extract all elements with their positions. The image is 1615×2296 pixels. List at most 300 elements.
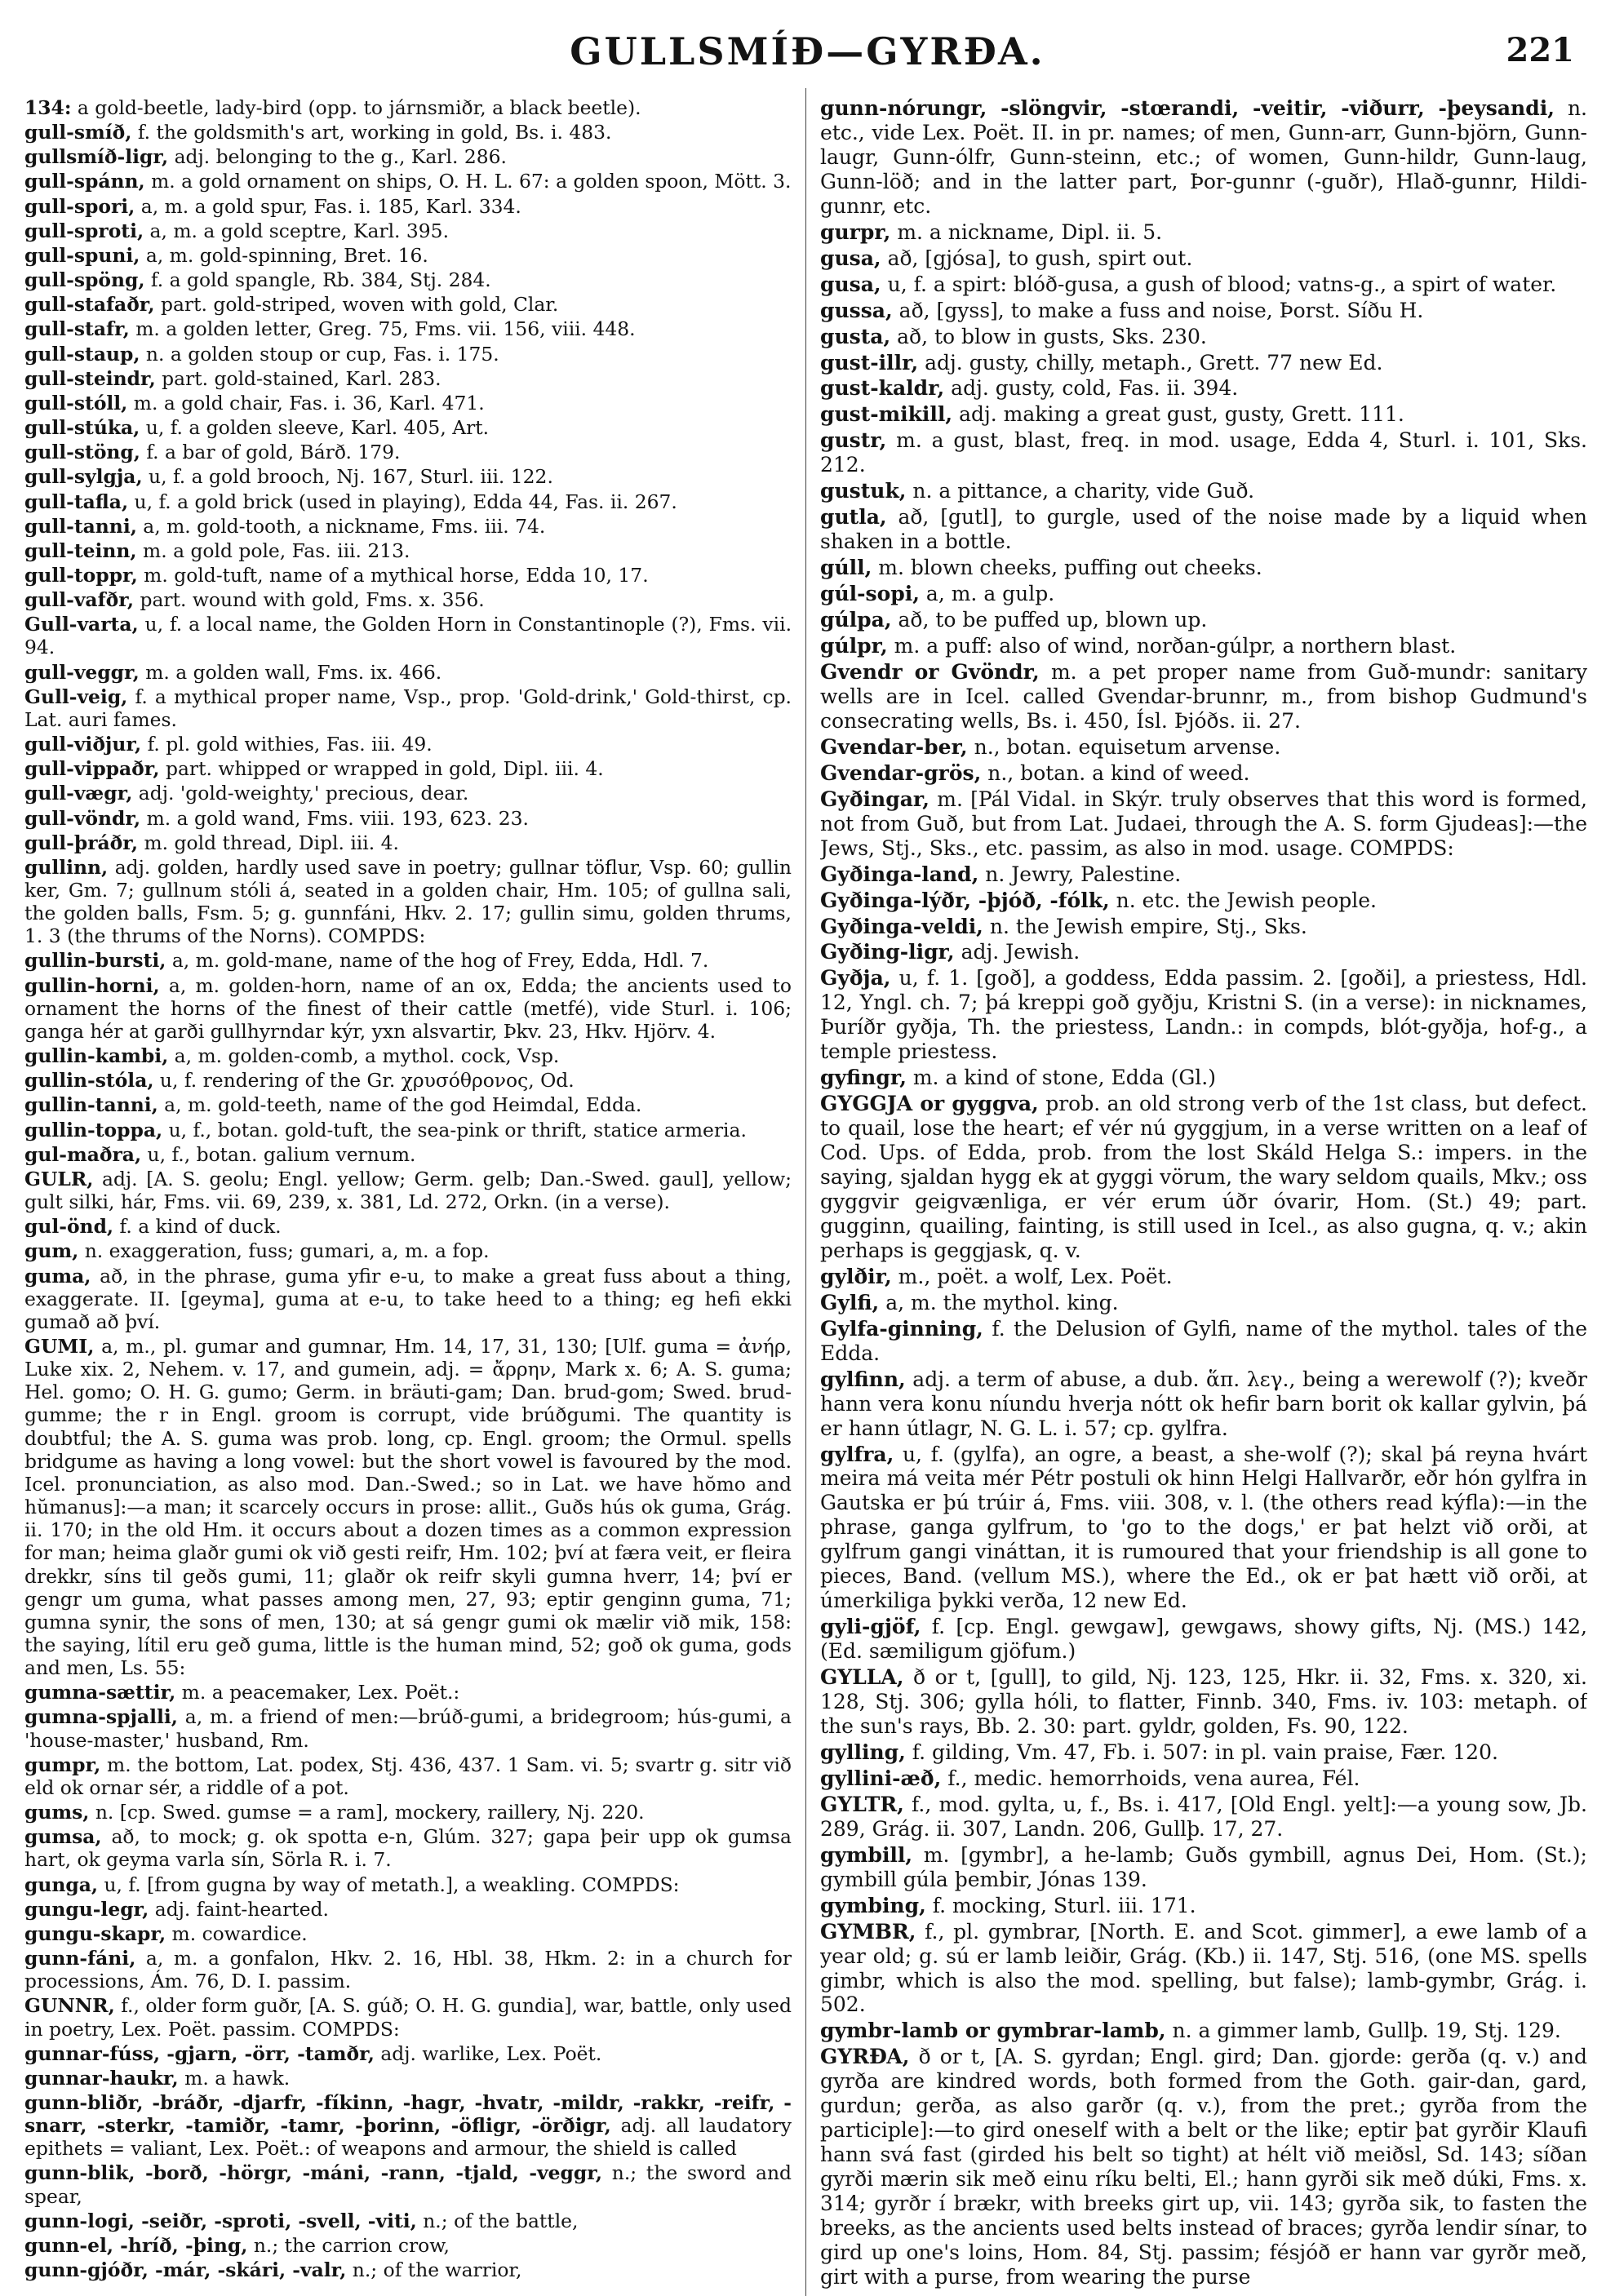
dictionary-entry	[24, 782, 792, 804]
dictionary-entry	[24, 685, 792, 731]
entry-headword: Gvendar-grös,	[820, 760, 982, 785]
entry-headword: gullin-toppa,	[24, 1118, 163, 1141]
entry-definition: f., pl. gymbrar, [North. E. and Scot. gimmer], a ewe lamb of a year old; g. sú er lamb leiðir, Grág. (Kb.) ii. 147, Stj. 516, (one MS. spells gimbr, which is also the mod. spelling, but false); lamb-gymbr, Grág. i. 502.	[820, 1919, 1587, 2017]
dictionary-entry	[24, 1825, 792, 1871]
dictionary-entry	[24, 195, 792, 218]
dictionary-entry	[820, 2019, 1587, 2043]
entry-definition: adj. gusty, chilly, metaph., Grett. 77 new Ed.	[918, 350, 1383, 375]
dictionary-entry	[820, 735, 1587, 760]
dictionary-entry	[820, 220, 1587, 245]
dictionary-entry	[820, 1920, 1587, 2018]
entry-definition: a, m. a friend of men:—brúð-gumi, a bridegroom; hús-gumi, a 'house-master,' husband, Rm.	[24, 1705, 792, 1752]
dictionary-entry	[820, 1367, 1587, 1441]
dictionary-entry	[820, 1665, 1587, 1739]
entry-headword: Gyðinga-lýðr, -þjóð, -fólk,	[820, 888, 1110, 912]
entry-headword: Gull-varta,	[24, 613, 139, 636]
dictionary-entry	[24, 2210, 792, 2232]
entry-definition: m. [gymbr], a he-lamb; Guðs gymbill, agnus Dei, Hom. (St.); gymbill gúla þembir, Jónas 139.	[820, 1842, 1587, 1891]
dictionary-entry	[24, 1143, 792, 1166]
entry-definition: m. a kind of stone, Edda (Gl.)	[906, 1066, 1216, 1090]
dictionary-entry	[820, 1740, 1587, 1765]
column-divider	[805, 88, 806, 2296]
dictionary-entry	[820, 273, 1587, 297]
entry-headword: GYRÐA,	[820, 2045, 910, 2069]
dictionary-entry	[24, 588, 792, 611]
entry-definition: að, to mock; g. ok spotta e-n, Glúm. 327; gapa þeir upp ok gumsa hart, ok geyma varla sín, Sörla R. i. 7.	[24, 1825, 792, 1872]
entry-definition: f. [cp. Engl. gewgaw], gewgaws, showy gifts, Nj. (MS.) 142, (Ed. sæmiligum gjöfum.)	[820, 1615, 1587, 1664]
entry-definition: f., mod. gylta, u, f., Bs. i. 417, [Old Engl. yelt]:—a young sow, Jb. 289, Grág. ii. 307, Landn. 206, Gullþ. 17, 27.	[820, 1792, 1587, 1841]
entry-definition: að, [gjósa], to gush, spirt out.	[881, 246, 1193, 270]
entry-definition: a, m. golden-comb, a mythol. cock, Vsp.	[168, 1044, 560, 1068]
entry-definition: m. a puff: also of wind, norðan-gúlpr, a northern blast.	[887, 634, 1457, 658]
entry-headword: gull-vægr,	[24, 782, 133, 805]
entry-headword: gull-stóll,	[24, 391, 128, 414]
entry-headword: gumna-spjalli,	[24, 1705, 178, 1729]
entry-headword: gull-smíð,	[24, 121, 132, 144]
entry-headword: gylfra,	[820, 1442, 894, 1466]
entry-definition: part. gold-stained, Karl. 283.	[155, 366, 441, 390]
entry-headword: gurpr,	[820, 219, 891, 244]
entry-definition: að, [gyss], to make a fuss and noise, Þorst. Síðu H.	[892, 298, 1424, 322]
dictionary-entry	[24, 2234, 792, 2257]
dictionary-entry	[820, 428, 1587, 477]
entry-headword: gums,	[24, 1801, 90, 1824]
entry-definition: n.; the carrion crow,	[247, 2233, 450, 2257]
dictionary-entry	[820, 1615, 1587, 1664]
dictionary-entry	[820, 376, 1587, 401]
entry-headword: GYMBR,	[820, 1919, 916, 1944]
entry-definition: f. mocking, Sturl. iii. 171.	[925, 1893, 1196, 1917]
entry-definition: f. the Delusion of Gylfi, name of the mythol. tales of the Edda.	[820, 1316, 1587, 1365]
entry-headword: gusa,	[820, 246, 881, 270]
dictionary-entry	[24, 465, 792, 488]
entry-headword: gust-kaldr,	[820, 376, 945, 401]
entry-definition: a, m. the mythol. king.	[879, 1290, 1119, 1314]
entry-definition: u, f. a gold brooch, Nj. 167, Sturl. iii. 122.	[142, 465, 553, 489]
entry-definition: m. a gold pole, Fas. iii. 213.	[136, 539, 410, 562]
entry-headword: gullin-bursti,	[24, 949, 166, 973]
entry-headword: Gvendar-ber,	[820, 734, 968, 759]
entry-definition: u, f. 1. [goð], a goddess, Edda passim. 2. [goði], a priestess, Hdl. 12, Yngl. ch. 7; þá kreppi goð gyðju, Kristni S. (in a verse): in nicknames, Þuríðr gyðja, Th. the priestess, Landn.: in compds, blót-gyðja, hof-g., a temple priestess.	[820, 966, 1587, 1064]
entry-definition: f. the goldsmith's art, working in gold, Bs. i. 483.	[131, 121, 612, 144]
entry-headword: gunn-nórungr, -slöngvir, -stœrandi, -veitir, -viðurr, -þeysandi,	[820, 96, 1555, 120]
entry-definition: n.; of the battle,	[416, 2209, 579, 2232]
dictionary-entry	[24, 1265, 792, 1333]
entry-definition: m. a gust, blast, freq. in mod. usage, Edda 4, Sturl. i. 101, Sks. 212.	[820, 428, 1587, 477]
dictionary-entry	[24, 1705, 792, 1751]
entry-definition: m. cowardice.	[166, 1921, 308, 1945]
entry-headword: Gull-veig,	[24, 685, 128, 708]
entry-definition: adj. [A. S. geolu; Engl. yellow; Germ. gelb; Dan.-Swed. gaul], yellow; gult silki, hár, Fms. vii. 69, 239, x. 381, Ld. 272, Orkn. (in a verse).	[24, 1167, 792, 1214]
dictionary-entry	[820, 505, 1587, 554]
dictionary-entry	[24, 949, 792, 972]
entry-definition: adj. all laudatory epithets = valiant, Lex. Poët.: of weapons and armour, the shield is called	[24, 2114, 792, 2161]
entry-headword: gustuk,	[820, 479, 907, 503]
entry-definition: adj. warlike, Lex. Poët.	[374, 2041, 602, 2065]
dictionary-entry	[24, 613, 792, 658]
entry-headword: gull-viðjur,	[24, 733, 142, 756]
entry-headword: gunn-blik, -borð, -hörgr, -máni, -rann, -tjald, -veggr,	[24, 2161, 603, 2185]
entry-definition: m. [Pál Vidal. in Skýr. truly observes that this word is formed, not from Guð, but from Lat. Judaei, through the A. S. form Gjudeas]:—the Jews, Stj., Sks., etc. passim, as also in mod. usage. COMPDS:	[820, 787, 1587, 860]
dictionary-entry	[820, 787, 1587, 861]
entry-definition: n. etc. the Jewish people.	[1109, 888, 1377, 912]
entry-definition: a, m. gold-teeth, name of the god Heimdal, Edda.	[158, 1093, 642, 1117]
entry-headword: gull-sproti,	[24, 219, 144, 242]
entry-definition: u, f. a golden sleeve, Karl. 405, Art.	[140, 416, 490, 440]
entry-headword: gusa,	[820, 272, 881, 296]
dictionary-entry	[24, 2258, 792, 2281]
entry-definition: n. a pittance, a charity, vide Guð.	[906, 479, 1255, 503]
entry-headword: Gyðja,	[820, 966, 891, 991]
dictionary-entry	[24, 831, 792, 854]
entry-headword: gull-þráðr,	[24, 831, 139, 854]
entry-definition: m. a gold chair, Fas. i. 36, Karl. 471.	[127, 391, 485, 414]
entry-headword: gunn-gjóðr, -már, -skári, -valr,	[24, 2258, 347, 2282]
entry-definition: n., botan. a kind of weed.	[981, 760, 1250, 785]
entry-definition: n. a golden stoup or cup, Fas. i. 175.	[140, 342, 499, 366]
dictionary-entry	[24, 1335, 792, 1679]
dictionary-entry	[24, 856, 792, 948]
entry-definition: n. exaggeration, fuss; gumari, a, m. a fop.	[78, 1239, 490, 1263]
dictionary-entry	[24, 392, 792, 414]
entry-headword: gutla,	[820, 505, 887, 530]
dictionary-entry	[820, 1443, 1587, 1614]
dictionary-entry	[24, 1922, 792, 1945]
entry-headword: gullin-kambi,	[24, 1044, 169, 1068]
dictionary-entry	[24, 661, 792, 684]
entry-headword: gullin-stóla,	[24, 1069, 154, 1093]
dictionary-entry	[24, 121, 792, 144]
entry-headword: gunnar-haukr,	[24, 2066, 179, 2090]
entry-headword: Gyðing-ligr,	[820, 940, 955, 964]
dictionary-entry	[24, 1753, 792, 1799]
entry-headword: gumsa,	[24, 1825, 102, 1849]
entry-definition: ð or t, [A. S. gyrdan; Engl. gird; Dan. gjorde: gerða (q. v.) and gyrða are kindred words, both formed from the Goth. gair-dan, gard, gurdun; gerða, as also garðr (q. v.), from the pret.; gyrða from the participle]:—to gird oneself with a belt or the like; eptir þat gyrðir Klaufi hann svá fast (girded his belt so tight) at hélt við meiðsl, Sd. 143; síðan gyrði mærin sik með einu ríku belti, El.; hann gyrði sik með dúki, Fms. x. 314; gyrðr í brækr, with breeks girt up, vii. 143; gyrða sik, to fasten the breeks, as the ancients used belts instead of braces; gyrða lendir sínar, to gird up one's loins, Hom. 84, Stj. passim; fésjóð er hann var gyrðr með, girt with a purse, from wearing the purse	[820, 2045, 1587, 2289]
entry-definition: u, f. a spirt: blóð-gusa, a gush of blood; vatns-g., a spirt of water.	[881, 272, 1557, 296]
entry-definition: part. wound with gold, Fms. x. 356.	[134, 588, 485, 612]
dictionary-entry	[820, 96, 1587, 219]
entry-definition: adj. a term of abuse, a dub. ἅπ. λεγ., being a werewolf (?); kveðr hann vera konu níundu hverja nótt ok hefir barn borit ok kallar gylvin, þá er hann útlagr, N. G. L. i. 57; cp. gylfra.	[820, 1367, 1587, 1440]
entry-headword: gymbill,	[820, 1842, 913, 1867]
entry-headword: gúlpa,	[820, 608, 892, 632]
dictionary-entry	[24, 1873, 792, 1896]
dictionary-entry	[820, 2045, 1587, 2289]
entry-headword: gunn-el, -hríð, -þing,	[24, 2233, 248, 2257]
entry-headword: gul-maðra,	[24, 1142, 142, 1166]
entry-headword: gull-teinn,	[24, 539, 137, 562]
entry-headword: gull-toppr,	[24, 563, 138, 587]
entry-headword: gust-illr,	[820, 350, 919, 375]
entry-headword: gunn-logi, -seiðr, -sproti, -svell, -viti,	[24, 2209, 417, 2232]
entry-definition: a, m. gold-mane, name of the hog of Frey, Edda, Hdl. 7.	[166, 949, 709, 973]
entry-definition: m. a peacemaker, Lex. Poët.:	[175, 1681, 460, 1704]
dictionary-entry	[24, 268, 792, 291]
dictionary-entry	[820, 479, 1587, 503]
entry-headword: gust-mikill,	[820, 402, 953, 427]
entry-headword: Gyðingar,	[820, 787, 930, 811]
dictionary-entry	[24, 416, 792, 439]
entry-definition: prob. an old strong verb of the 1st class, but defect. to quail, lose the heart; ef vér nú gyggjum, in a verse written on a leaf of Cod. Ups. of Edda, prob. from the lost Skáld Helga S.: impers. in the saying, sjaldan hygg ek at gyggi vörum, the wary seldom quails, Mkv.; oss gyggvir geigvænliga, er vér erum úðr óvarir, Hom. (St.) 49; part. gugginn, quailing, fainting, is still used in Icel., as also gugna, q. v.; akin perhaps is geggjask, q. v.	[820, 1092, 1587, 1262]
entry-headword: gyli-gjöf,	[820, 1615, 921, 1639]
entry-headword: gungu-legr,	[24, 1897, 149, 1921]
dictionary-entry	[24, 1898, 792, 1921]
entry-definition: m. a gold wand, Fms. viii. 193, 623. 23.	[140, 806, 529, 830]
entry-definition: part. whipped or wrapped in gold, Dipl. iii. 4.	[159, 757, 604, 781]
entry-definition: n., botan. equisetum arvense.	[967, 734, 1281, 759]
entry-headword: gull-vöndr,	[24, 806, 141, 830]
entry-definition: part. gold-striped, woven with gold, Clar.	[154, 293, 559, 317]
dictionary-entry	[24, 1044, 792, 1067]
entry-headword: gull-tanni,	[24, 514, 137, 538]
entry-headword: gull-stöng,	[24, 441, 140, 464]
entry-headword: gullinn,	[24, 855, 109, 879]
entry-headword: gum,	[24, 1239, 79, 1263]
entry-definition: adj. faint-hearted.	[149, 1897, 329, 1921]
dictionary-entry	[24, 367, 792, 390]
entry-definition: m. a golden letter, Greg. 75, Fms. vii. 156, viii. 448.	[129, 317, 636, 341]
dictionary-entry	[24, 1681, 792, 1704]
entry-definition: u, f. a gold brick (used in playing), Edda 44, Fas. ii. 267.	[128, 490, 677, 513]
dictionary-entry	[24, 1947, 792, 1992]
entry-definition: adj. Jewish.	[954, 940, 1080, 964]
entry-headword: gull-staup,	[24, 342, 140, 366]
entry-headword: gull-sylgja,	[24, 465, 143, 489]
dictionary-entry	[820, 966, 1587, 1064]
entry-definition: a, m., pl. gumar and gumnar, Hm. 14, 17, 31, 130; [Ulf. guma = ἀνήρ, Luke xix. 2, Nehem. v. 17, and gumein, adj. = ἄρρην, Mark x. 6; A. S. guma; Hel. gomo; O. H. G. gumo; Germ. in bräuti-gam; Dan. brud-gom; Swed. brud-gumme; the r in Engl. groom is corrupt, vide brúðgumi. The quantity is doubtful; the A. S. guma was prob. long, cp. Engl. groom; the Ormul. spells bridgume as having a long vowel: but the short vowel is favoured by the mod. Icel. pronunciation, as also mod. Dan.-Swed.; so in Lat. we have hŏmo and hŭmanus]:—a man; it scarcely occurs in prose: allit., Guðs hús ok guma, Grág. ii. 170; in the old Hm. it occurs about a dozen times as a common expression for man; heima glaðr gumi ok við gesti reifr, Hm. 102; því at færa veit, er fleira drekkr, síns til geðs gumi, 11; glaðr ok reifr skyli gumna hverr, 14; því er gengr um guma, what passes among men, 27, 93; eptir genginn guma, 71; gumna synir, the sons of men, 130; at sá gengr gumi ok mælir við mik, 158: the saying, lítil eru geð guma, little is the human mind, 52; goð ok guma, gods and men, Ls. 55:	[24, 1334, 792, 1680]
entry-definition: a, m. gold-spinning, Bret. 16.	[140, 243, 428, 267]
dictionary-entry	[24, 1069, 792, 1092]
entry-headword: gyfingr,	[820, 1066, 907, 1090]
entry-headword: gymbing,	[820, 1893, 926, 1917]
dictionary-entry	[820, 889, 1587, 913]
dictionary-entry	[820, 246, 1587, 271]
entry-definition: m. the bottom, Lat. podex, Stj. 436, 437. 1 Sam. vi. 5; svartr g. sitr við eld ok ornar sér, a riddle of a pot.	[24, 1753, 792, 1799]
entry-definition: u, f. (gylfa), an ogre, a beast, a she-wolf (?); skal þá reyna hvárt meira má veita mér Pétr postuli ok hinn Helgi Hallvarðr, eðr hón gylfra in Gautska er þú trúir á, Fms. viii. 308, v. l. (the others read kýfla):—in the phrase, ganga gylfrum, to 'go to the dogs,' er þat helzt við orði, at gylfrum gangi vináttan, it is rumoured that your friendship is all gone to pieces, Band. (vellum MS.), where the Ed., ok er þat hætt við orði, at úmerkiliga þykki verða, 12 new Ed.	[820, 1442, 1587, 1613]
dictionary-entry	[820, 299, 1587, 323]
entry-definition: m. a golden wall, Fms. ix. 466.	[139, 660, 442, 684]
entry-definition: adj. golden, hardly used save in poetry; gullnar töflur, Vsp. 60; gullin ker, Gm. 7; gullnum stóli á, seated in a golden chair, Hm. 105; of gullna sali, the golden balls, Fsm. 5; g. gunnfáni, Hkv. 2. 17; gullin simu, golden thrums, 1. 3 (the thrums of the Norns). COMPDS:	[24, 855, 792, 948]
dictionary-entry	[24, 1093, 792, 1116]
entry-headword: Gyðinga-veldi,	[820, 914, 983, 938]
entry-definition: n. a gimmer lamb, Gullþ. 19, Stj. 129.	[1165, 2019, 1561, 2043]
dictionary-entry	[24, 564, 792, 587]
dictionary-entry	[820, 1092, 1587, 1263]
entry-definition: f. a mythical proper name, Vsp., prop. 'Gold-drink,' Gold-thirst, cp. Lat. auri fames.	[24, 685, 792, 731]
dictionary-entry	[820, 351, 1587, 375]
entry-headword: gunga,	[24, 1873, 99, 1896]
entry-definition: að, in the phrase, guma yfir e-u, to make a great fuss about a thing, exaggerate. II. [geyma], guma at e-u, to take heed to a thing; eg hefi ekki gumað að því.	[24, 1264, 792, 1333]
entry-definition: a, m. golden-horn, name of an ox, Edda; the ancients used to ornament the horns of the finest of their cattle (metfé), vide Sturl. i. 106; ganga hér at garði gullhyrndar kýr, yxn alsvartir, Þkv. 23, Hkv. Hjörv. 4.	[24, 973, 792, 1043]
entry-headword: gymbr-lamb or gymbrar-lamb,	[820, 2019, 1166, 2043]
dictionary-entry	[24, 515, 792, 538]
entry-headword: gull-stafaðr,	[24, 293, 155, 317]
dictionary-entry	[24, 2067, 792, 2090]
dictionary-entry	[820, 1265, 1587, 1289]
dictionary-entry	[820, 634, 1587, 658]
entry-definition: a, m. gold-tooth, a nickname, Fms. iii. 74.	[136, 514, 546, 538]
entry-definition: adj. gusty, cold, Fas. ii. 394.	[944, 376, 1239, 401]
entry-definition: a, m. a gonfalon, Hkv. 2. 16, Hbl. 38, Hkm. 2: in a church for processions, Ám. 76, D. I. passim.	[24, 1947, 792, 1993]
entry-headword: gylfinn,	[820, 1367, 906, 1391]
entry-headword: gull-vippaðr,	[24, 757, 160, 781]
dictionary-entry	[24, 757, 792, 780]
entry-headword: gúll,	[820, 556, 872, 580]
entry-definition: a, m. a gold sceptre, Karl. 395.	[144, 219, 449, 242]
page-header	[0, 11, 1615, 85]
entry-definition: n. etc., vide Lex. Poët. II. in pr. names; of men, Gunn-arr, Gunn-björn, Gunn-laugr, Gunn-ólfr, Gunn-steinn, etc.; of women, Gunn-hildr, Gunn-laug, Gunn-löð; and in the latter part, Þor-gunnr (-guðr), Hlað-gunnr, Hildi-gunnr, etc.	[820, 96, 1587, 218]
entry-headword: gull-veggr,	[24, 660, 140, 684]
dictionary-entry	[24, 317, 792, 340]
entry-headword: gull-spuni,	[24, 243, 140, 267]
entry-definition: m. a gold ornament on ships, O. H. L. 67: a golden spoon, Mött. 3.	[144, 170, 792, 193]
entry-definition: u, f. rendering of the Gr. χρυσόθρονος, Od.	[153, 1069, 575, 1093]
entry-definition: f., medic. hemorrhoids, vena aurea, Fél.	[941, 1766, 1360, 1790]
left-column	[24, 96, 792, 2291]
dictionary-entry	[24, 807, 792, 830]
dictionary-entry	[820, 556, 1587, 580]
entry-headword: gull-spánn,	[24, 170, 145, 193]
entry-definition: f. a kind of duck.	[113, 1215, 282, 1239]
entry-headword: gustr,	[820, 428, 887, 453]
entry-headword: gunn-bliðr, -bráðr, -djarfr, -fíkinn, -hagr, -hvatr, -mildr, -rakkr, -reifr, -snarr, -sterkr, -tamiðr, -tamr, -þorinn, -öfligr, -örðigr,	[24, 2090, 792, 2138]
dictionary-entry	[820, 582, 1587, 606]
entry-definition: a, m. a gold spur, Fas. i. 185, Karl. 334.	[135, 194, 521, 218]
entry-definition: m. blown cheeks, puffing out cheeks.	[872, 556, 1262, 580]
entry-headword: gusta,	[820, 324, 891, 348]
dictionary-entry	[820, 915, 1587, 939]
dictionary-entry	[24, 293, 792, 316]
dictionary-entry	[24, 1215, 792, 1238]
entry-definition: n.; the sword and spear,	[24, 2161, 792, 2208]
entry-definition: n.; of the warrior,	[346, 2258, 522, 2282]
entry-headword: GYLTR,	[820, 1792, 904, 1816]
entry-headword: gullsmíð-ligr,	[24, 145, 169, 169]
dictionary-entry	[820, 1894, 1587, 1918]
dictionary-entry	[820, 608, 1587, 632]
entry-definition: f., older form guðr, [A. S. gúð; O. H. G. gundia], war, battle, only used in poetry, Lex. Poët. passim. COMPDS:	[24, 1994, 792, 2041]
entry-headword: gyllini-æð,	[820, 1766, 942, 1790]
entry-headword: GYLLA,	[820, 1665, 904, 1690]
dictionary-entry	[820, 761, 1587, 786]
dictionary-entry	[24, 1239, 792, 1262]
entry-headword: gull-stúka,	[24, 416, 140, 440]
entry-definition: m., poët. a wolf, Lex. Poët.	[891, 1264, 1173, 1288]
entry-headword: gul-önd,	[24, 1215, 114, 1239]
dictionary-entry	[820, 940, 1587, 964]
dictionary-entry	[24, 219, 792, 242]
dictionary-entry	[820, 660, 1587, 734]
entry-definition: u, f. [from gugna by way of metath.], a weakling. COMPDS:	[98, 1873, 680, 1896]
dictionary-entry	[820, 1066, 1587, 1090]
right-column	[820, 96, 1587, 2291]
entry-headword: Gvendr or Gvöndr,	[820, 659, 1040, 684]
entry-definition: að, [gutl], to gurgle, used of the noise made by a liquid when shaken in a bottle.	[820, 505, 1587, 554]
entry-definition: n. Jewry, Palestine.	[978, 862, 1182, 886]
entry-definition: f. gilding, Vm. 47, Fb. i. 507: in pl. vain praise, Fær. 120.	[905, 1740, 1498, 1764]
dictionary-entry	[24, 490, 792, 513]
running-head: GULLSMÍÐ—GYRÐA.	[570, 29, 1045, 73]
entry-headword: gylðir,	[820, 1264, 892, 1288]
dictionary-entry	[24, 96, 792, 119]
dictionary-entry	[820, 1793, 1587, 1842]
entry-headword: gunnar-fúss, -gjarn, -örr, -tamðr,	[24, 2041, 375, 2065]
entry-definition: m. a pet proper name from Guð-mundr: sanitary wells are in Icel. called Gvendar-brunnr, m., from bishop Gudmund's consecrating wells, Bs. i. 450, Ísl. Þjóðs. ii. 27.	[820, 659, 1587, 733]
entry-definition: u, f. a local name, the Golden Horn in Constantinople (?), Fms. vii. 94.	[24, 613, 792, 659]
entry-headword: gumpr,	[24, 1753, 101, 1776]
dictionary-entry	[24, 170, 792, 193]
entry-headword: gumna-sættir,	[24, 1681, 176, 1704]
entry-headword: gullin-horni,	[24, 973, 160, 997]
dictionary-entry	[24, 1119, 792, 1141]
entry-headword: gull-vafðr,	[24, 588, 135, 612]
dictionary-entry	[24, 2042, 792, 2065]
dictionary-entry	[24, 1994, 792, 2040]
entry-definition: u, f., botan. gold-tuft, the sea-pink or thrift, statice armeria.	[162, 1118, 747, 1141]
entry-headword: GULR,	[24, 1167, 94, 1190]
entry-headword: gull-steindr,	[24, 366, 156, 390]
dictionary-entry	[24, 974, 792, 1043]
entry-definition: m. gold-tuft, name of a mythical horse, Edda 10, 17.	[137, 563, 649, 587]
dictionary-entry	[820, 1766, 1587, 1791]
entry-headword: Gylfa-ginning,	[820, 1316, 983, 1341]
entry-definition: að, to be puffed up, blown up.	[891, 608, 1208, 632]
dictionary-entry	[24, 539, 792, 562]
dictionary-entry	[24, 733, 792, 756]
entry-headword: gullin-tanni,	[24, 1093, 158, 1117]
entry-headword: gull-tafla,	[24, 490, 129, 513]
entry-definition: adj. making a great gust, gusty, Grett. 111.	[952, 402, 1404, 427]
entry-headword: gunn-fáni,	[24, 1947, 136, 1970]
entry-headword: gylling,	[820, 1740, 906, 1764]
entry-headword: GYGGJA or gyggva,	[820, 1092, 1039, 1116]
entry-headword: gúl-sopi,	[820, 582, 920, 606]
dictionary-entry	[820, 862, 1587, 887]
entry-headword: Gyðinga-land,	[820, 862, 979, 886]
entry-headword: guma,	[24, 1264, 91, 1288]
entry-definition: m. gold thread, Dipl. iii. 4.	[138, 831, 399, 854]
entry-headword: gussa,	[820, 298, 893, 322]
entry-headword: gúlpr,	[820, 634, 888, 658]
entry-headword: GUMI,	[24, 1334, 95, 1358]
entry-headword: gull-spori,	[24, 194, 135, 218]
entry-definition: f. pl. gold withies, Fas. iii. 49.	[141, 733, 433, 756]
entry-definition: m. a hawk.	[178, 2066, 291, 2090]
entry-definition: a gold-beetle, lady-bird (opp. to járnsmiðr, a black beetle).	[71, 96, 641, 119]
page-number: 221	[1506, 31, 1574, 69]
dictionary-entry	[820, 402, 1587, 427]
dictionary-entry	[24, 1168, 792, 1213]
dictionary-entry	[24, 2161, 792, 2207]
entry-definition: ð or t, [gull], to gild, Nj. 123, 125, Hkr. ii. 32, Fms. x. 320, xi. 128, Stj. 306; gylla hóli, to flatter, Finnb. 340, Fms. iv. 103: metaph. of the sun's rays, Bb. 2. 30: part. gyldr, golden, Fs. 90, 122.	[820, 1665, 1587, 1738]
entry-definition: adj. 'gold-weighty,' precious, dear.	[132, 782, 469, 805]
entry-headword: GUNNR,	[24, 1994, 115, 2018]
entry-headword: Gylfi,	[820, 1290, 880, 1314]
dictionary-entry	[24, 1801, 792, 1824]
dictionary-entry	[820, 1843, 1587, 1892]
dictionary-entry	[820, 1317, 1587, 1366]
entry-definition: u, f., botan. galium vernum.	[141, 1142, 416, 1166]
dictionary-entry	[24, 244, 792, 267]
entry-definition: n. the Jewish empire, Stj., Sks.	[983, 914, 1307, 938]
entry-headword: gungu-skapr,	[24, 1921, 166, 1945]
dictionary-entry	[24, 145, 792, 168]
entry-definition: að, to blow in gusts, Sks. 230.	[890, 324, 1207, 348]
entry-definition: m. a nickname, Dipl. ii. 5.	[890, 219, 1163, 244]
dictionary-entry	[24, 343, 792, 366]
entry-definition: f. a gold spangle, Rb. 384, Stj. 284.	[144, 268, 491, 292]
entry-definition: n. [cp. Swed. gumse = a ram], mockery, raillery, Nj. 220.	[89, 1801, 645, 1824]
entry-headword: 134:	[24, 96, 72, 119]
